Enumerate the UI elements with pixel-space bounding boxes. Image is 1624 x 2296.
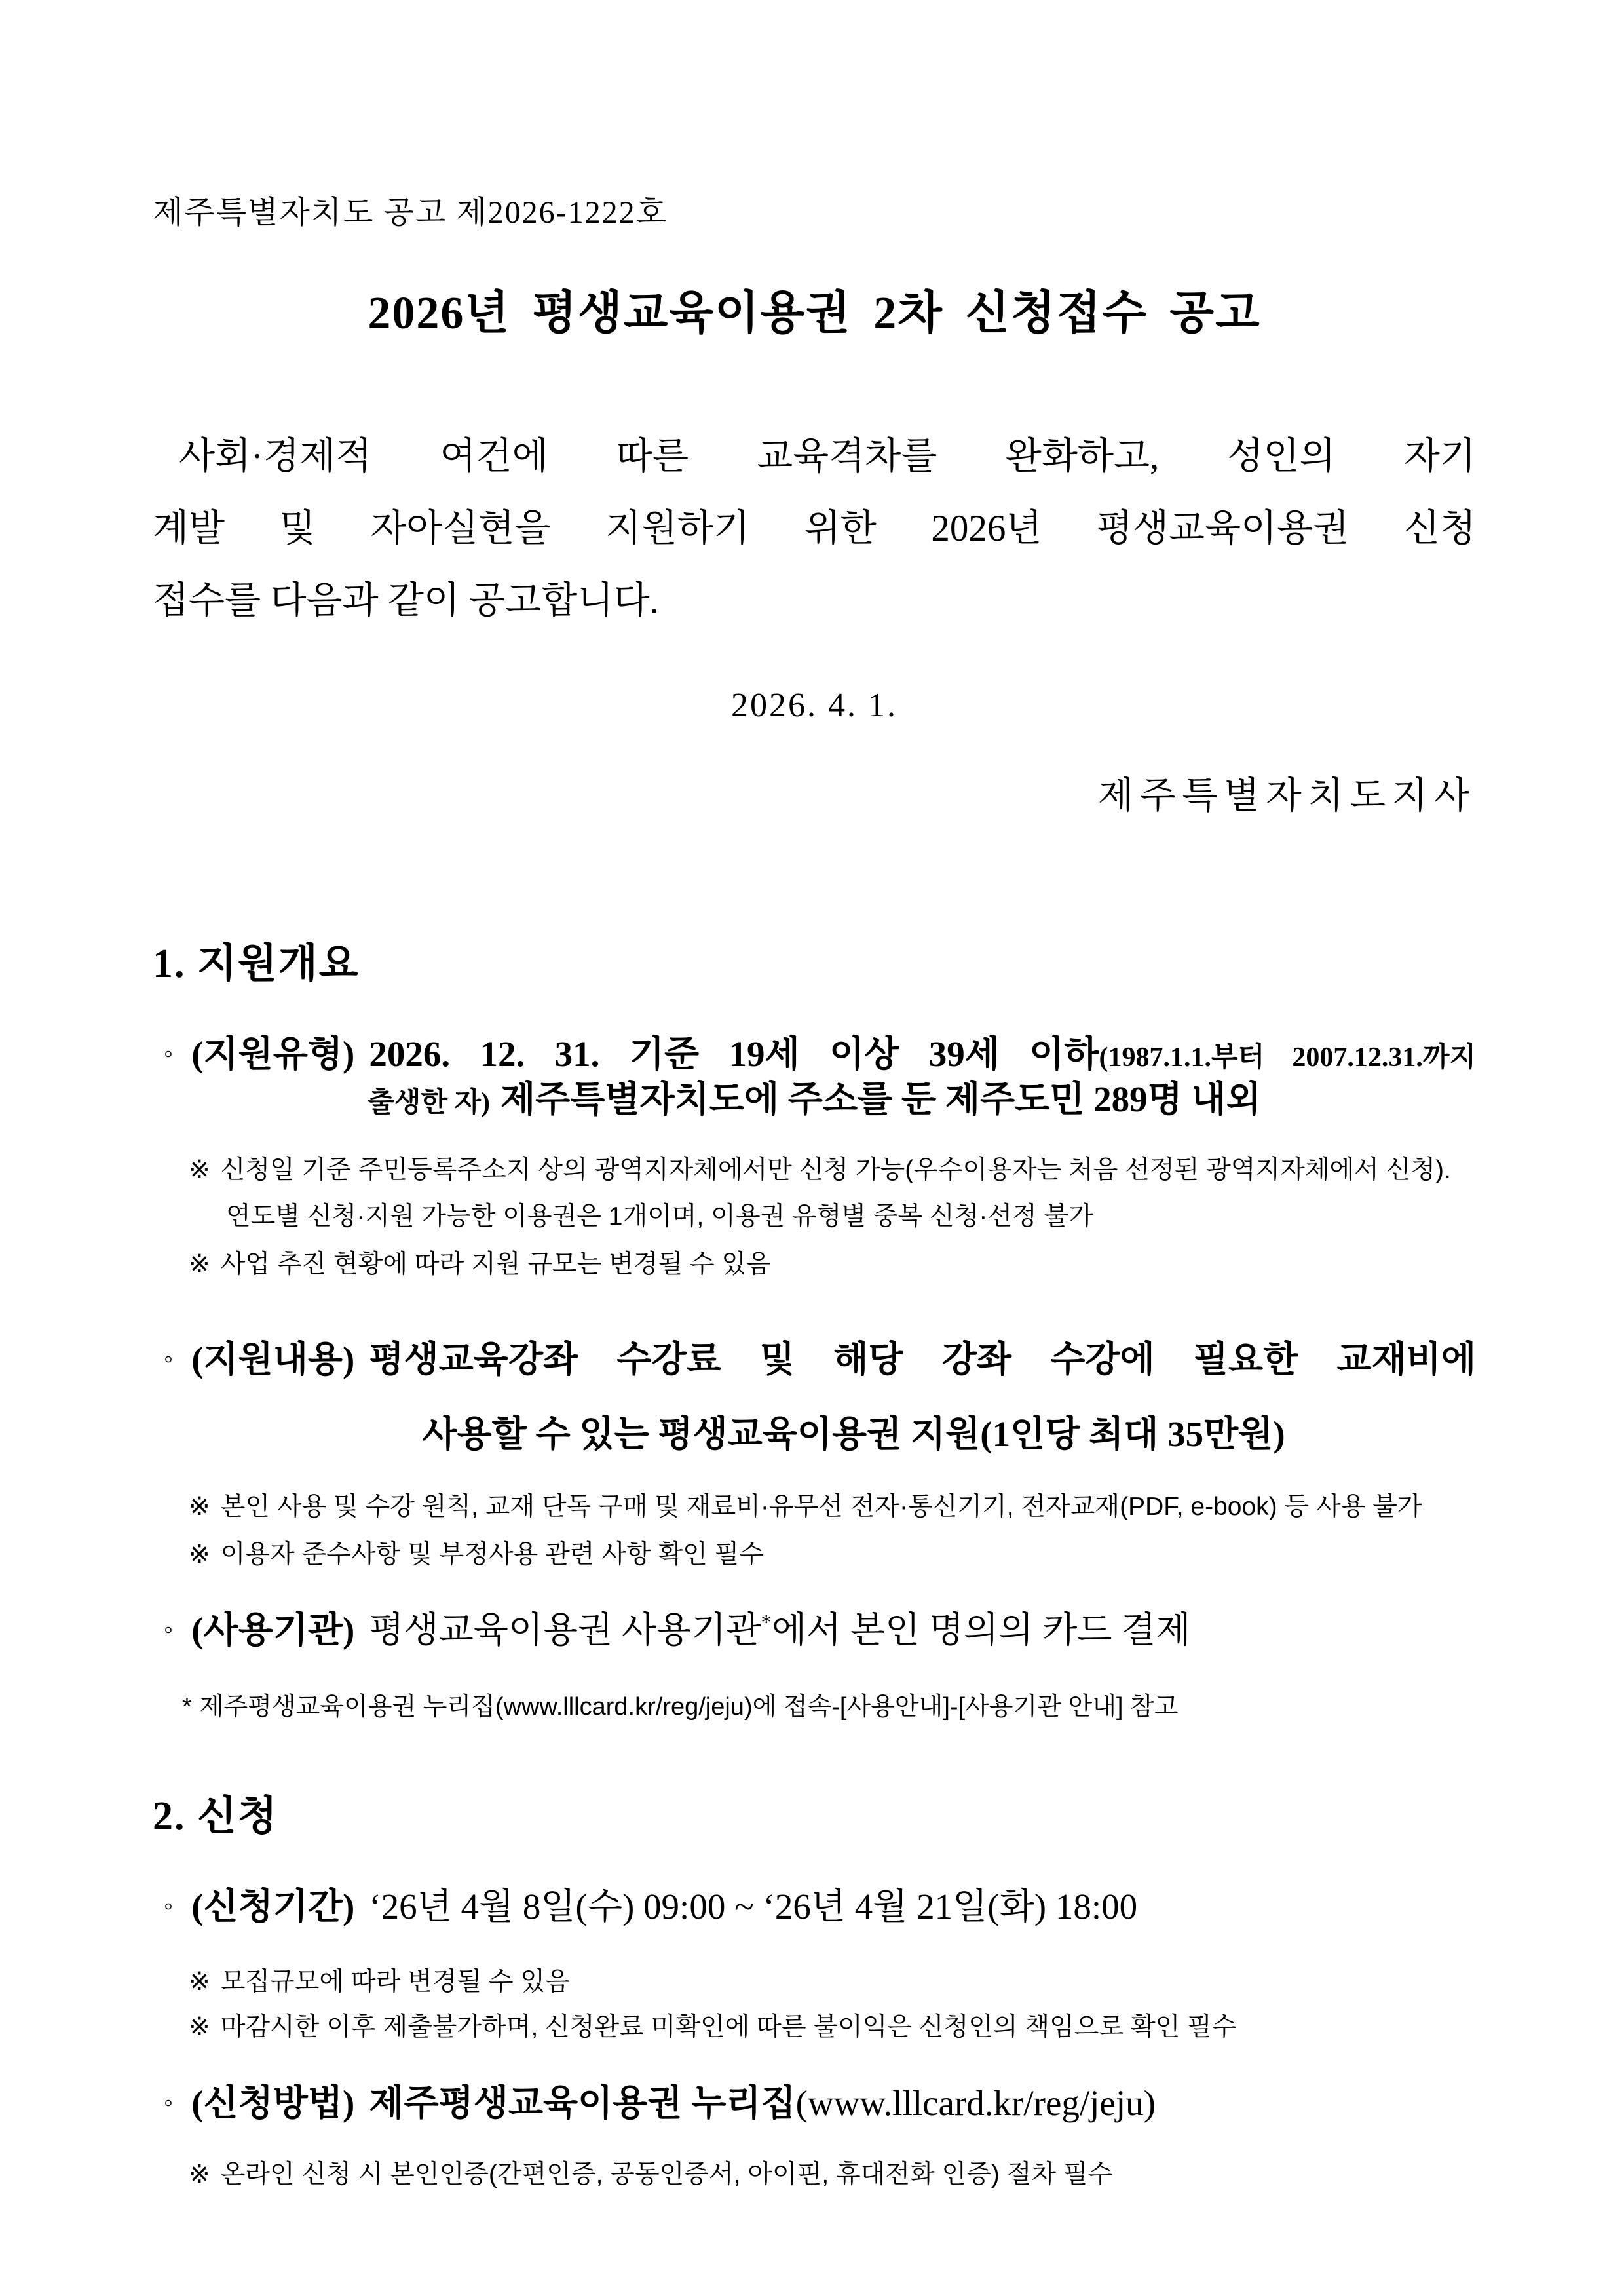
footnote-star-icon: *: [182, 1693, 192, 1721]
note-identity-auth-text: 온라인 신청 시 본인인증(간편인증, 공동인증서, 아이핀, 휴대전화 인증) 절차 필수: [220, 2160, 1113, 2189]
application-period-text: ‘26년 4월 8일(수) 09:00 ~ ‘26년 4월 21일(화) 18:00: [369, 1886, 1138, 1927]
note-compliance-text: 이용자 준수사항 및 부정사용 관련 사항 확인 필수: [220, 1540, 765, 1569]
note-icon: ※: [189, 1250, 210, 1278]
bullet-icon: ◦: [164, 1038, 174, 1068]
usage-org-text-post: 에서 본인 명의의 카드 결제: [772, 1609, 1191, 1650]
note-personal-use: [189, 1491, 1476, 1523]
bullet-icon: ◦: [164, 1891, 174, 1921]
signer-name: 제주특별자치도지사: [1098, 776, 1476, 817]
page-title: 2026년 평생교육이용권 2차 신청접수 공고: [368, 288, 1261, 339]
note-residency-text: 신청일 기준 주민등록주소지 상의 광역지자체에서만 신청 가능(우수이용자는 처음 선정된 광역지자체에서 신청).: [220, 1156, 1451, 1185]
bullet-icon: ◦: [164, 1343, 174, 1373]
support-type-item: [164, 1032, 1476, 1077]
note-compliance: [189, 1539, 1476, 1571]
note-personal-use-text: 본인 사용 및 수강 원칙, 교재 단독 구매 및 재료비·유무선 전자·통신기기, 전자교재(PDF, e-book) 등 사용 불가: [220, 1493, 1422, 1521]
note-icon: ※: [189, 1156, 210, 1185]
usage-org-text-pre: 평생교육이용권 사용기관: [369, 1609, 761, 1650]
support-type-paren-close: 출생한 자): [368, 1087, 491, 1118]
intro-paragraph: [153, 421, 1476, 637]
section-2-heading: 2. 신청: [153, 1793, 278, 1839]
note-identity-auth: [189, 2159, 1476, 2191]
note-recruit-scale: [189, 1966, 1476, 1999]
application-method-text: 제주평생교육이용권 누리집: [369, 2083, 796, 2124]
support-content-continuation: 사용할 수 있는 평생교육이용권 지원(1인당 최대 35만원): [422, 1414, 1285, 1455]
support-type-scope: 제주특별자치도에 주소를 둔 제주도민 289명 내외: [500, 1079, 1261, 1119]
note-deadline-text: 마감시한 이후 제출불가하며, 신청완료 미확인에 따른 불이익은 신청인의 책임으로 확인 필수: [220, 2012, 1237, 2041]
note-icon: ※: [189, 2012, 210, 2041]
note-residency-continuation: 연도별 신청·지원 가능한 이용권은 1개이며, 이용권 유형별 중복 신청·선정 불가: [226, 1202, 1093, 1231]
support-type-label: (지원유형): [191, 1033, 355, 1074]
note-scale: [189, 1249, 1476, 1281]
application-method-item: [164, 2081, 1476, 2126]
note-deadline: [189, 2012, 1476, 2044]
note-icon: ※: [189, 2160, 210, 2189]
note-icon: ※: [189, 1540, 210, 1569]
section-1-heading: 1. 지원개요: [153, 941, 360, 986]
note-scale-text: 사업 추진 현황에 따라 지원 규모는 변경될 수 있음: [220, 1250, 771, 1278]
support-content-label: (지원내용): [191, 1339, 355, 1379]
application-period-item: [164, 1885, 1476, 1930]
asterisk-superscript-icon: *: [761, 1611, 772, 1635]
support-type-continuation: [153, 1077, 1476, 1122]
note-icon: ※: [189, 1493, 210, 1521]
intro-line: 사회·경제적 여건에 따른 교육격차를 완화하고, 성인의 자기: [179, 435, 1476, 477]
usage-org-item: [164, 1608, 1476, 1653]
application-method-url: (www.lllcard.kr/reg/jeju): [795, 2083, 1156, 2124]
support-content-text: 평생교육강좌 수강료 및 해당 강좌 수강에 필요한 교재비에: [369, 1339, 1476, 1379]
application-period-label: (신청기간): [191, 1886, 355, 1927]
note-recruit-scale-text: 모집규모에 따라 변경될 수 있음: [220, 1967, 570, 1996]
bullet-icon: ◦: [164, 1614, 174, 1644]
support-type-text: 2026. 12. 31. 기준 19세 이상 39세 이하: [369, 1033, 1099, 1074]
intro-line: 계발 및 자아실현을 지원하기 위한 2026년 평생교육이용권 신청: [153, 507, 1476, 549]
bullet-icon: ◦: [164, 2088, 174, 2118]
usage-org-footnote-text: 제주평생교육이용권 누리집(www.lllcard.kr/reg/jeju)에 접속-[사용안내]-[사용기관 안내] 참고: [199, 1693, 1179, 1721]
announcement-date: 2026. 4. 1.: [731, 686, 897, 724]
application-method-label: (신청방법): [191, 2083, 355, 2124]
usage-org-label: (사용기관): [191, 1609, 355, 1650]
note-residency: [189, 1155, 1476, 1187]
note-icon: ※: [189, 1967, 210, 1996]
support-type-paren: (1987.1.1.부터 2007.12.31.까지: [1099, 1042, 1476, 1073]
usage-org-footnote: [182, 1692, 1476, 1723]
intro-line: 접수를 다음과 같이 공고합니다.: [153, 579, 659, 621]
doc-number: 제주특별자치도 공고 제2026-1222호: [153, 195, 668, 230]
support-content-item: [164, 1337, 1476, 1383]
